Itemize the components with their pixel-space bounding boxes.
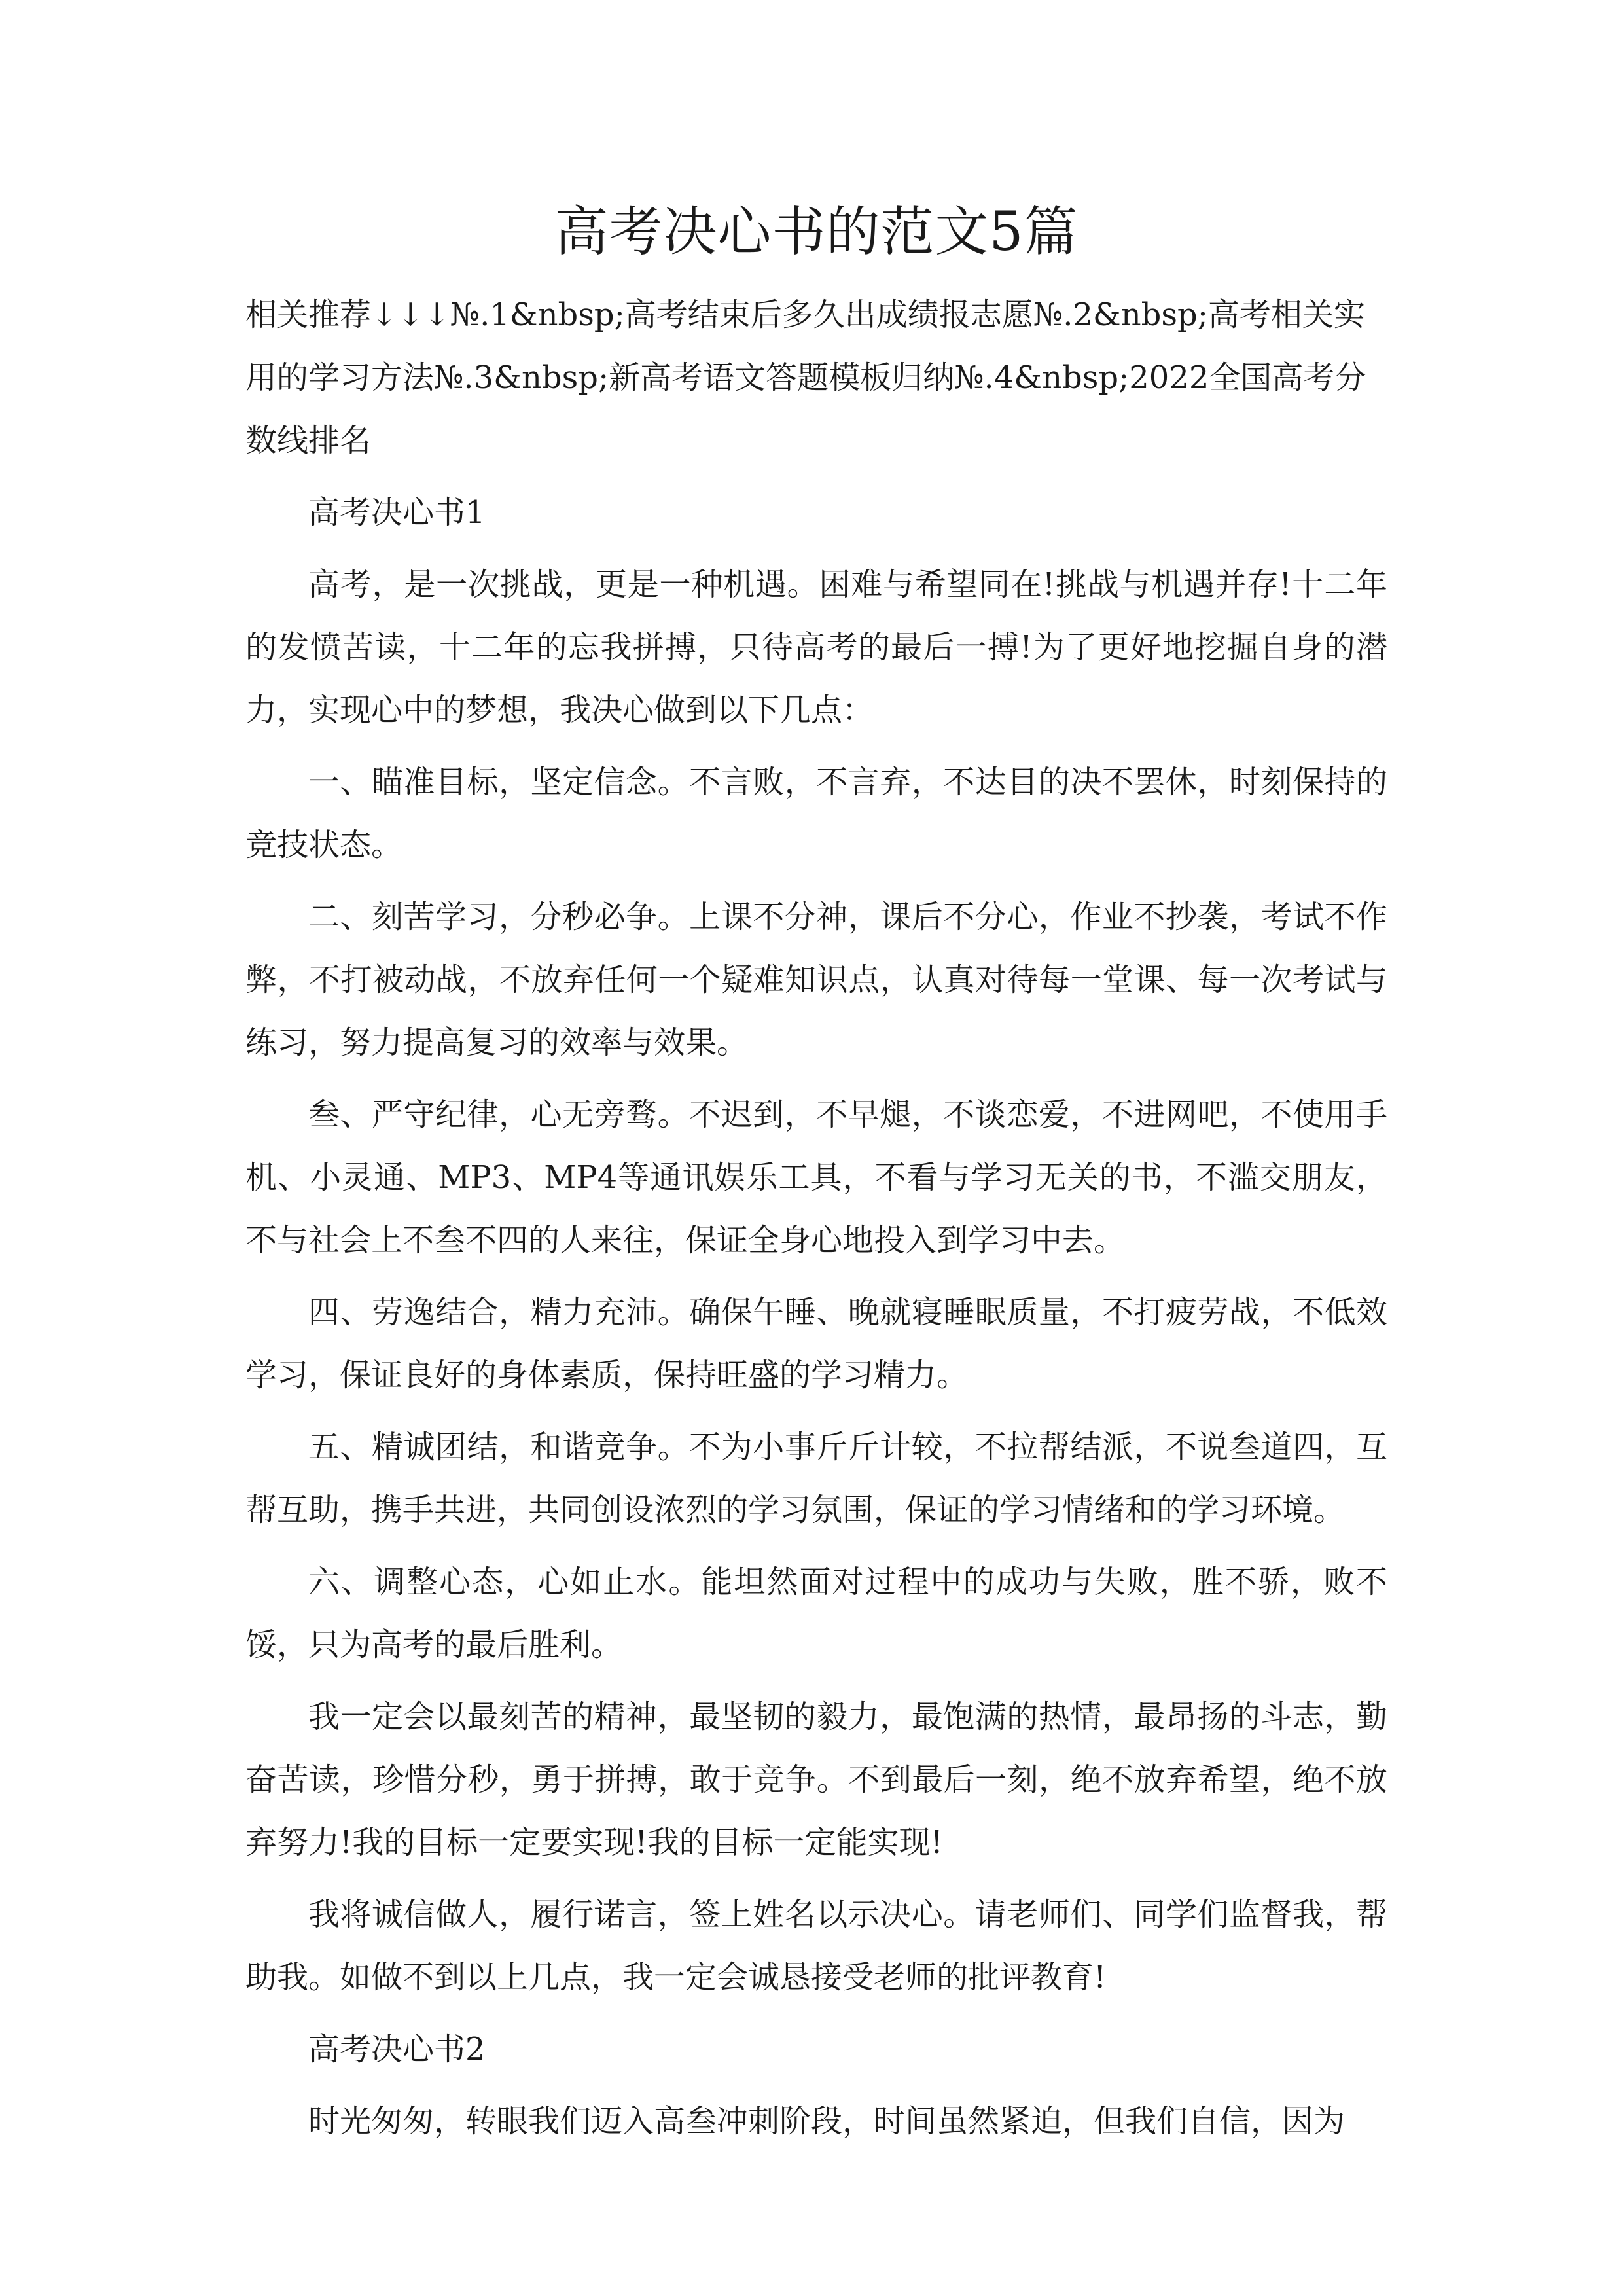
document-title: 高考决心书的范文5篇 [554,201,1079,263]
section-heading-2: 高考决心书2 [308,2031,486,2068]
paragraph: 六、调整心态，心如止水。能坦然面对过程中的成功与失败，胜不骄，败不馁，只为高考的最后胜利。 [245,1564,1387,1663]
paragraph: 叁、严守纪律，心无旁骛。不迟到，不早煺，不谈恋爱，不进网吧，不使用手机、小灵通、MP3、MP4等通讯娱乐工具，不看与学习无关的书，不滥交朋友，不与社会上不叁不四的人来往，保证全身心地投入到学习中去。 [245,1096,1387,1259]
document-content [245,187,1387,2153]
paragraph: 时光匆匆，转眼我们迈入高叁冲刺阶段，时间虽然紧迫，但我们自信，因为 [308,2103,1346,2140]
section-heading-1: 高考决心书1 [308,494,486,531]
paragraph: 高考，是一次挑战，更是一种机遇。困难与希望同在!挑战与机遇并存!十二年的发愤苦读，十二年的忘我拼搏，只待高考的最后一搏!为了更好地挖掘自身的潜力，实现心中的梦想，我决心做到以下几点： [245,566,1387,728]
related-recommendations: 相关推荐↓↓↓№.1&nbsp;高考结束后多久出成绩报志愿№.2&nbsp;高考相关实用的学习方法№.3&nbsp;新高考语文答题模板归纳№.4&nbsp;2022全国高考分数线排名 [245,296,1366,459]
paragraph: 五、精诚团结，和谐竞争。不为小事斤斤计较，不拉帮结派，不说叁道四，互帮互助，携手共进，共同创设浓烈的学习氛围，保证的学习情绪和的学习环境。 [245,1429,1387,1528]
paragraph: 我一定会以最刻苦的精神，最坚韧的毅力，最饱满的热情，最昂扬的斗志，勤奋苦读，珍惜分秒，勇于拼搏，敢于竞争。不到最后一刻，绝不放弃希望，绝不放弃努力!我的目标一定要实现!我的目标一定能实现! [245,1698,1387,1861]
paragraph: 四、劳逸结合，精力充沛。确保午睡、晚就寝睡眠质量，不打疲劳战，不低效学习，保证良好的身体素质，保持旺盛的学习精力。 [245,1294,1387,1393]
paragraph: 我将诚信做人，履行诺言，签上姓名以示决心。请老师们、同学们监督我，帮助我。如做不到以上几点，我一定会诚恳接受老师的批评教育! [245,1896,1387,1996]
paragraph: 二、刻苦学习，分秒必争。上课不分神，课后不分心，作业不抄袭，考试不作弊，不打被动战，不放弃任何一个疑难知识点，认真对待每一堂课、每一次考试与练习，努力提高复习的效率与效果。 [245,899,1387,1061]
paragraph: 一、瞄准目标，坚定信念。不言败，不言弃，不达目的决不罢休，时刻保持的竞技状态。 [245,764,1387,863]
